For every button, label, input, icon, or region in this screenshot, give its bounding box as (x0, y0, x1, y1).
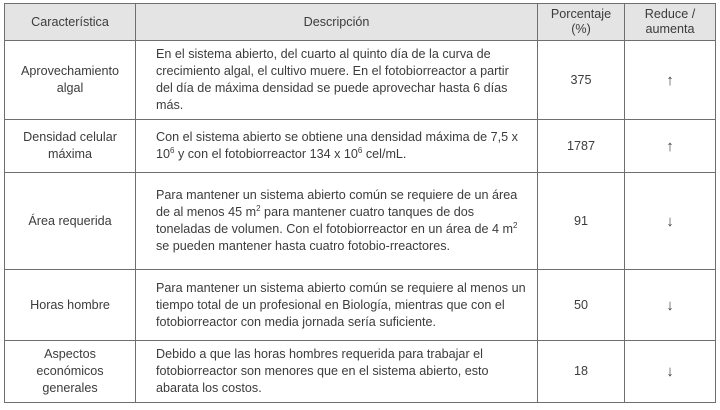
row-description: Debido a que las horas hombres requerida para trabajar el fotobiorreactor son menores que en el sistema abierto, esto abarata los costos. (136, 341, 538, 403)
desc-text: Para mantener un sistema abierto común se requiere de un área de al menos 45 m (156, 188, 518, 219)
row-feature: Área requerida (5, 173, 136, 270)
comparison-table (4, 3, 716, 403)
row-percent: 375 (538, 41, 625, 120)
table-row (5, 41, 716, 120)
header-description: Descripción (136, 4, 538, 41)
row-percent: 50 (538, 270, 625, 341)
arrow-down-icon: ↓ (625, 173, 716, 270)
row-feature: Aprovechamiento algal (5, 41, 136, 120)
arrow-down-icon: ↓ (625, 341, 716, 403)
arrow-up-icon: ↑ (625, 41, 716, 120)
table-row (5, 120, 716, 173)
desc-text: para mantener cuatro tanques de dos toneladas de volumen. Con el fotobiorreactor en un área de 4 m (156, 205, 514, 236)
superscript: 2 (256, 204, 261, 213)
row-percent: 1787 (538, 120, 625, 173)
superscript: 6 (357, 146, 363, 155)
row-feature: Aspectos económicos generales (5, 341, 136, 403)
row-description: En el sistema abierto, del cuarto al quinto día de la curva de crecimiento algal, el cultivo muere. En el fotobiorreactor a partir del día de máxima densidad se puede aprovechar hasta 6 días más. (136, 41, 538, 120)
arrow-down-icon: ↓ (625, 270, 716, 341)
row-percent: 91 (538, 173, 625, 270)
header-row (5, 4, 716, 41)
row-description (136, 173, 538, 270)
desc-text: Con el sistema abierto se obtiene una densidad máxima de 7,5 x 10 (156, 130, 518, 161)
desc-text: y con el fotobiorreactor 134 x 10 (174, 147, 358, 161)
row-feature: Densidad celular máxima (5, 120, 136, 173)
superscript: 6 (170, 146, 175, 155)
row-feature: Horas hombre (5, 270, 136, 341)
table-row (5, 173, 716, 270)
superscript: 2 (513, 221, 518, 230)
row-description: Para mantener un sistema abierto común se requiere al menos un tiempo total de un profesional en Biología, mientras que con el fotobiorreactor con media jornada sería suficiente. (136, 270, 538, 341)
table-row (5, 341, 716, 403)
table-row (5, 270, 716, 341)
row-description (136, 120, 538, 173)
desc-text: se pueden mantener hasta cuatro fotobio-rreactores. (156, 239, 451, 253)
row-percent: 18 (538, 341, 625, 403)
header-percent: Porcentaje (%) (538, 4, 625, 41)
header-direction: Reduce / aumenta (625, 4, 716, 41)
desc-text: cel/mL. (362, 147, 407, 161)
arrow-up-icon: ↑ (625, 120, 716, 173)
header-feature: Característica (5, 4, 136, 41)
